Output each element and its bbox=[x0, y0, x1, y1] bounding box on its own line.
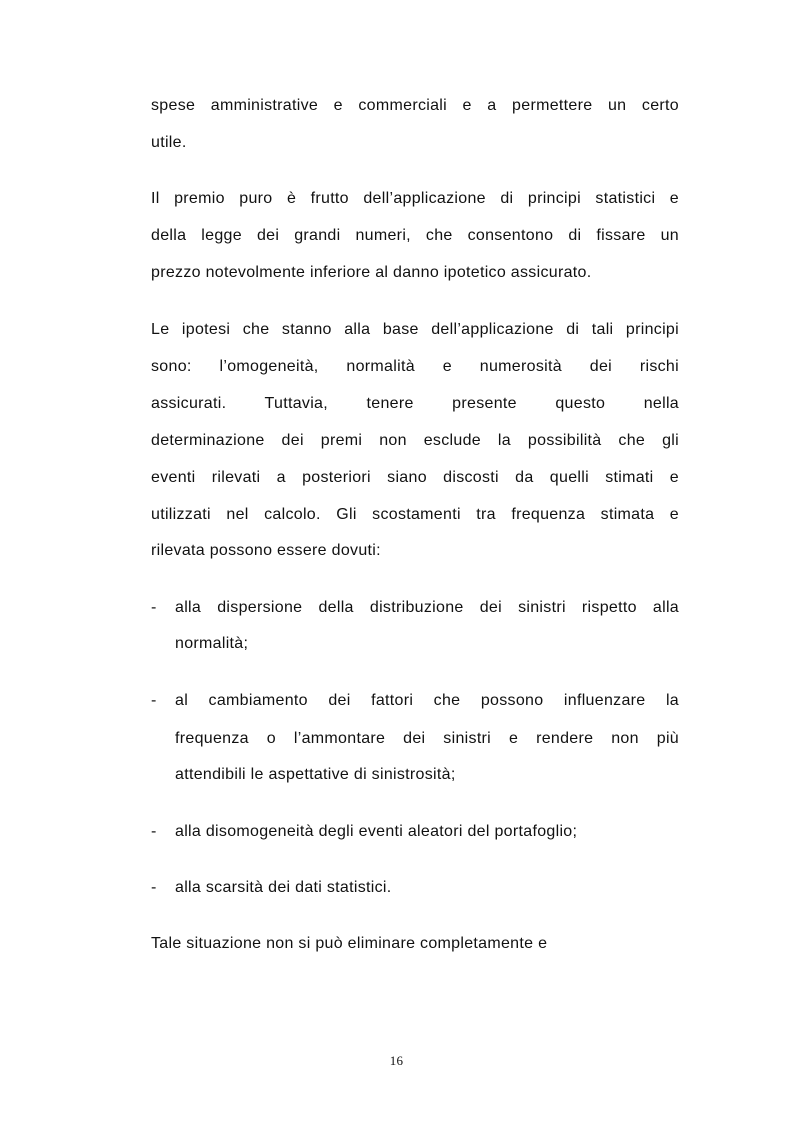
bullet-marker: - bbox=[151, 599, 157, 616]
text-line: della legge dei grandi numeri, che consentono di fissare un bbox=[151, 227, 679, 244]
text-line: sono: l’omogeneità, normalità e numerosità dei rischi bbox=[151, 358, 679, 375]
text-line: determinazione dei premi non esclude la possibilità che gli bbox=[151, 432, 679, 449]
page-number: 16 bbox=[389, 1053, 404, 1068]
text-line: alla dispersione della distribuzione dei sinistri rispetto alla bbox=[175, 599, 679, 616]
text-line: utilizzati nel calcolo. Gli scostamenti tra frequenza stimata e bbox=[151, 506, 679, 523]
bullet-marker: - bbox=[151, 823, 157, 840]
text-line: assicurati. Tuttavia, tenere presente questo nella bbox=[151, 395, 679, 412]
text-line: al cambiamento dei fattori che possono influenzare la bbox=[175, 692, 679, 709]
text-line: eventi rilevati a posteriori siano discosti da quelli stimati e bbox=[151, 469, 679, 486]
text-line: Le ipotesi che stanno alla base dell’applicazione di tali principi bbox=[151, 321, 679, 338]
text-line: frequenza o l’ammontare dei sinistri e rendere non più bbox=[175, 730, 679, 747]
text-line: Tale situazione non si può eliminare completamente e bbox=[151, 935, 548, 952]
bullet-marker: - bbox=[151, 692, 157, 709]
text-line: prezzo notevolmente inferiore al danno ipotetico assicurato. bbox=[151, 264, 592, 281]
text-line: Il premio puro è frutto dell’applicazione di principi statistici e bbox=[151, 190, 679, 207]
text-line: alla disomogeneità degli eventi aleatori del portafoglio; bbox=[175, 823, 578, 840]
text-line: attendibili le aspettative di sinistrosità; bbox=[175, 766, 456, 783]
text-line: utile. bbox=[151, 134, 187, 151]
text-line: rilevata possono essere dovuti: bbox=[151, 542, 381, 559]
text-line: spese amministrative e commerciali e a permettere un certo bbox=[151, 97, 679, 114]
bullet-marker: - bbox=[151, 879, 157, 896]
text-line: normalità; bbox=[175, 635, 249, 652]
text-line: alla scarsità dei dati statistici. bbox=[175, 879, 392, 896]
